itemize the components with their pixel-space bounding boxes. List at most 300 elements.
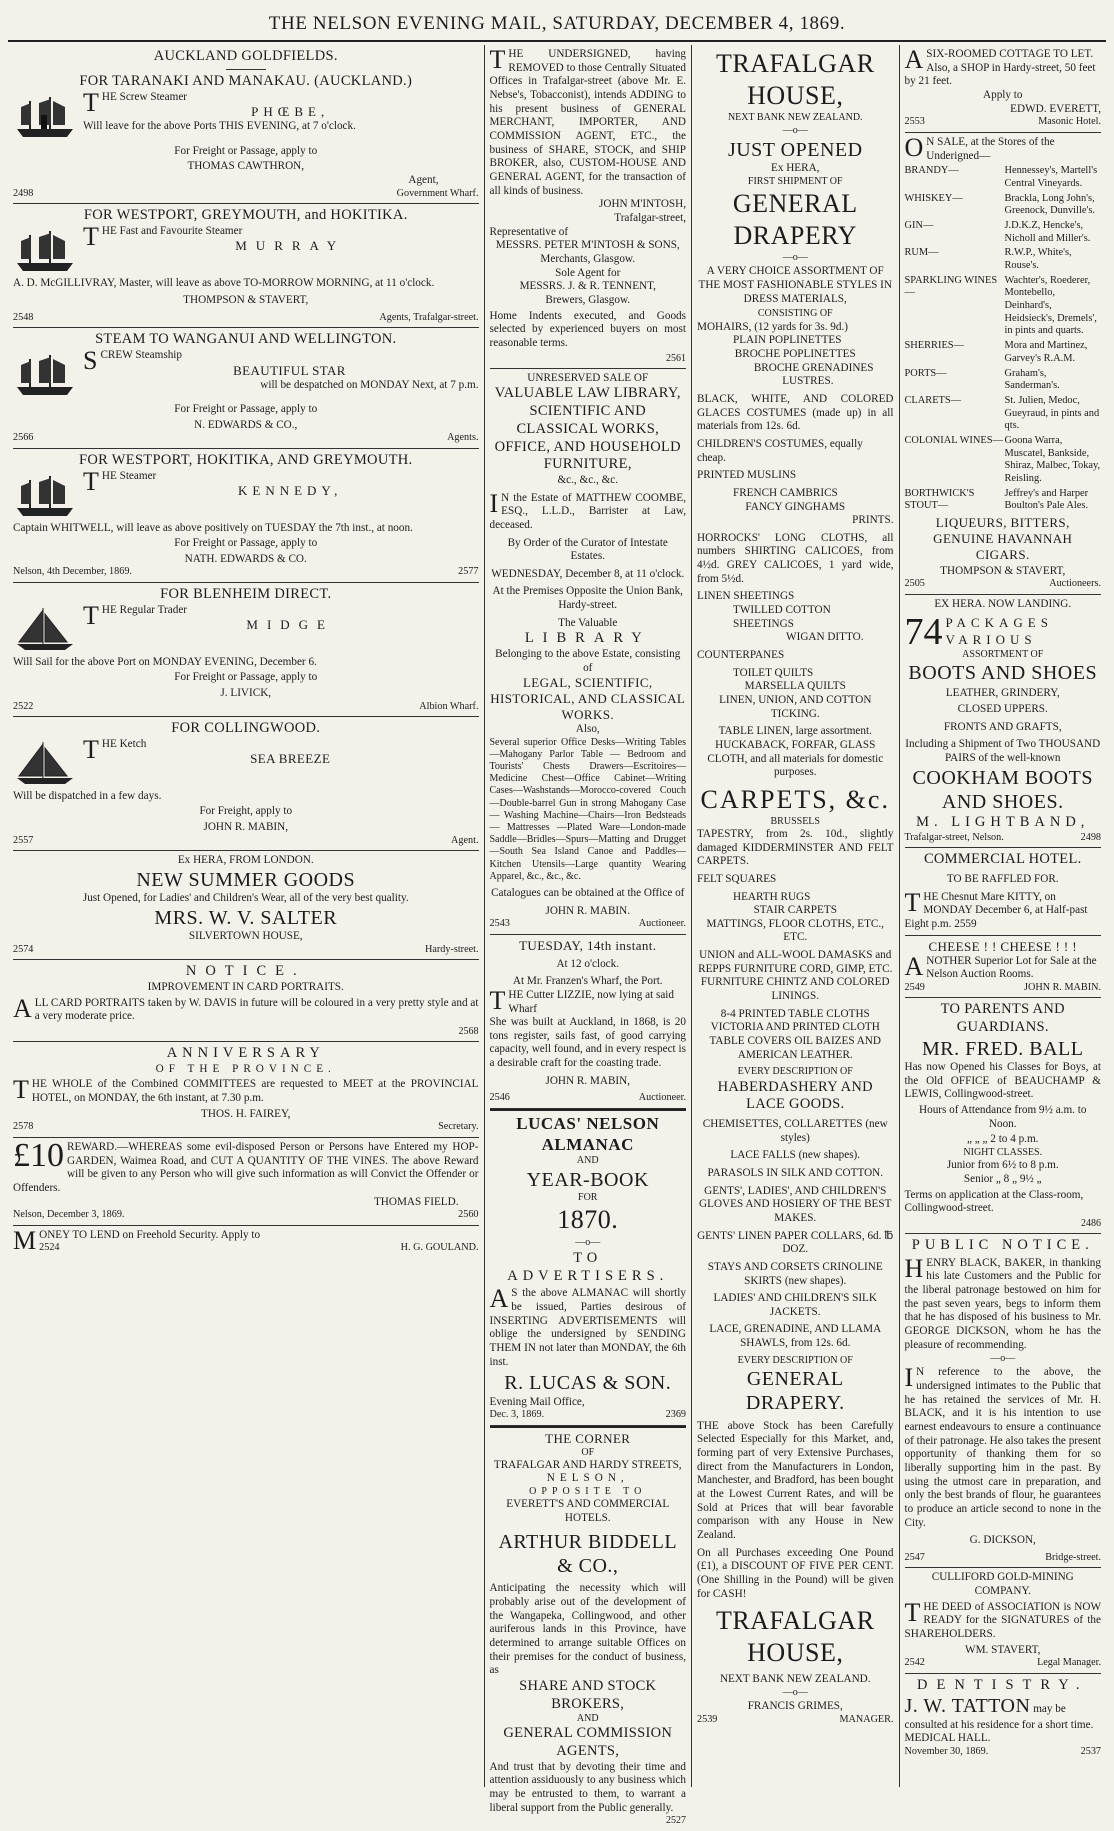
ad-onsale	[905, 133, 1102, 595]
ship-name: BEAUTIFUL STAR	[233, 362, 346, 378]
dropcap: A	[904, 45, 924, 75]
ad-date: Nelson, December 3, 1869.	[13, 1209, 125, 1221]
ad-body: Anticipating the necessity which will probably arise out of the development of the Wangapeka, Collingwood, and other auriferous lands in this Province, have determined to arrange suitable Offices on their premises for the conduct of business, as	[489, 1582, 686, 1677]
ad-line: HE Screw Steamer	[101, 90, 188, 103]
ad-line: LINEN SHEETINGS	[697, 590, 795, 603]
ad-number: 2524	[39, 1242, 60, 1254]
signatory-role: Auctioneer.	[638, 918, 686, 930]
divider: —o—	[782, 1687, 808, 1699]
ad-body: HE UNDERSIGNED, having REMOVED to those Centrally Situated Offices in Trafalgar-street (above Mr. E. Nebse's, Tobacconist), intends ADDING to his present business of GENERAL MERCHANT, IMPORTER, AND COMMISSION AGENT, ETC., the business of SHARE, STOCK, and SHIP BROKER, also, CUSTOM-HOUSE AND GENERAL AGENT, for the transaction of all kinds of business.	[489, 48, 686, 197]
ad-line: TWILLED COTTON SHEETINGS	[733, 604, 831, 630]
ad-body: N the Estate of MATTHEW COOMBE, ESQ., L.L.D., Barrister at Law, deceased.	[489, 491, 686, 531]
ad-line: PARASOLS IN SILK AND COTTON.	[707, 1166, 884, 1179]
ad-number: 2549	[904, 981, 925, 993]
ad-place: Albion Wharf.	[419, 700, 479, 712]
item-value: Jeffrey's and Harper Boulton's Pale Ales.	[1004, 487, 1089, 512]
ad-where: At Mr. Franzen's Wharf, the Port.	[512, 975, 663, 988]
ad-body: will be despatched on MONDAY Next, at 7 p.m.	[260, 378, 479, 391]
firm-name: THOMPSON & STAVERT,	[940, 564, 1066, 577]
shop-name: SILVERTOWN HOUSE,	[188, 930, 303, 943]
signatory: EDWD. EVERETT,	[1010, 102, 1101, 115]
ad-apply: For Freight, apply to	[199, 805, 293, 818]
item-value: Mora and Martinez, Garvey's R.A.M.	[1004, 340, 1088, 364]
ad-line: PLAIN POPLINETTES	[733, 334, 842, 347]
ad-line: PRINTED MUSLINS	[697, 469, 797, 482]
ad-title: CULLIFORD GOLD-MINING COMPANY.	[931, 1571, 1074, 1598]
ad-line: AND	[576, 1155, 599, 1167]
ad-line: LADIES' AND CHILDREN'S SILK JACKETS.	[713, 1292, 877, 1318]
ad-line: FRENCH CAMBRICS	[733, 486, 838, 499]
ad-heading: CARPETS, &c.	[700, 784, 890, 814]
ad-body: Several superior Office Desks—Writing Tables—Mahogany Parlor Table — Bedroom and Tourists' Chests Drawers—Escritoires—Medicine Chest—Office Cabinet—Writing Cases—Washstands—Morocco-covered Couch—Double-barrel Gun in strong Mahogany Case — Washing Machine—Chairs—Iron Bedsteads — Mattresses —Plated Ware—London-made Saddle—Bridles—Spurs—Matting and Drugget—South Sea Island Canoe and Paddles—Kitchen Utensils—Large quantity Wearing Apparel, &c., &c., &c.	[489, 736, 686, 882]
ad-body: THE above Stock has been Carefully Selected Especially for this Market, and, forming part of very Extensive Purchases, direct from the Manufacturers in London, Manchester, and Bradford, has been bought at the Lowest Current Rates, and will be Sold at Prices that will bear favorable comparison with any House in New Zealand.	[697, 1419, 894, 1541]
ad-collingwood	[13, 717, 479, 851]
ad-number: 2486	[1081, 1217, 1101, 1229]
item-kind: COLONIAL WINES—	[904, 434, 1003, 446]
dropcap: A	[13, 993, 32, 1023]
ad-line: LUSTRES.	[782, 375, 834, 388]
ad-line: CHILDREN'S COSTUMES, equally cheap.	[697, 437, 863, 464]
ad-line: „ „ „ 2 to 4 p.m.	[967, 1133, 1039, 1146]
item-value: Graham's, Sanderman's.	[1004, 367, 1060, 392]
ad-wanganui	[13, 328, 479, 448]
ad-heading: NEW SUMMER GOODS	[136, 868, 356, 891]
ad-line: Ex HERA,	[771, 162, 820, 175]
ad-auckland	[13, 45, 479, 204]
columns	[8, 45, 1106, 1827]
ad-title: STEAM TO WANGANUI AND WELLINGTON.	[95, 331, 397, 348]
ad-place: Bridge-street.	[1045, 1551, 1101, 1563]
dropcap: I	[489, 488, 499, 518]
ad-number: 2560	[458, 1209, 479, 1221]
column-4	[900, 45, 1107, 1787]
ad-body: Will leave for the above Ports THIS EVENING, at 7 o'clock.	[83, 120, 356, 133]
ad-line: BROCHE GRENADINES	[753, 361, 874, 374]
ad-line: PRINTS.	[852, 514, 894, 527]
ad-place: Trafalgar-street,	[614, 212, 686, 225]
steamship-icon	[13, 227, 77, 275]
steamship-icon	[13, 472, 77, 520]
ad-title: FOR BLENHEIM DIRECT.	[160, 585, 332, 602]
ad-line: Belonging to the above Estate, consisting of	[495, 648, 681, 674]
ad-body: On all Purchases exceeding One Pound (£1), a DISCOUNT OF FIVE PER CENT. (One Shilling in the Pound) will be given for CASH!	[697, 1546, 894, 1600]
ad-number: 2498	[1080, 832, 1101, 844]
dropcap: A	[904, 951, 924, 981]
ad-line: TABLE LINEN, large assortment. HUCKABACK, FORFAR, GLASS CLOTH, and all materials for domestic purposes.	[707, 725, 884, 779]
dropcap: I	[904, 1363, 914, 1393]
ad-subtitle: OF THE PROVINCE.	[155, 1062, 336, 1075]
ad-line: Senior „ 8 „ 9½ „	[963, 1172, 1042, 1185]
ad-place: Agents.	[447, 432, 479, 444]
ad-subtitle: IMPROVEMENT IN CARD PORTRAITS.	[147, 980, 344, 993]
ad-trafalgar-house	[697, 45, 894, 1729]
ad-title: LUCAS' NELSON ALMANAC	[516, 1113, 660, 1154]
ad-line: TOILET QUILTS	[733, 666, 814, 679]
ad-line: HE Ketch	[101, 737, 147, 750]
ad-line: FANCY GINGHAMS	[745, 500, 846, 513]
ad-line: By Order of the Curator of Intestate Estates.	[507, 536, 668, 563]
list-item	[905, 368, 1102, 393]
ad-apply: For Freight or Passage, apply to	[174, 144, 318, 157]
ad-westport	[13, 204, 479, 328]
list-item	[905, 435, 1102, 486]
agent-role: Agent,	[408, 173, 439, 186]
reward-amount: £10	[13, 1136, 64, 1174]
list-item	[905, 220, 1102, 245]
ad-number: 2566	[13, 432, 34, 444]
ad-title: TRAFALGAR HOUSE,	[715, 1606, 875, 1667]
ad-apply: Apply to	[983, 89, 1023, 102]
item-kind: SHERRIES—	[904, 340, 964, 352]
ad-reward	[13, 1138, 479, 1226]
ad-biddell	[490, 1426, 687, 1831]
masthead: THE NELSON EVENING MAIL, SATURDAY, DECEMBER 4, 1869.	[8, 6, 1106, 42]
ad-line: STAIR CARPETS	[753, 904, 837, 917]
ad-line: LEATHER, GRINDERY,	[945, 687, 1060, 700]
ad-number: 2553	[904, 116, 925, 128]
ad-place: Masonic Hotel.	[1038, 116, 1101, 128]
ad-body: LL CARD PORTRAITS taken by W. DAVIS in future will be coloured in a very pretty style and at a very moderate price.	[34, 996, 479, 1023]
divider: —o—	[782, 252, 808, 264]
ad-body: Will Sail for the above Port on MONDAY EVENING, December 6.	[13, 655, 317, 668]
firm-name: R. LUCAS & SON.	[504, 1372, 672, 1395]
ad-title: EVERETT'S AND COMMERCIAL HOTELS.	[506, 1498, 670, 1524]
ad-body: ONEY TO LEND on Freehold Security. Apply to	[39, 1228, 261, 1241]
dropcap: O	[904, 132, 924, 162]
divider	[226, 69, 266, 70]
ad-heading: PACKAGES VARIOUS	[945, 615, 1053, 648]
ad-line: LIQUEURS, BITTERS, GENUINE HAVANNAH CIGARS.	[933, 515, 1073, 562]
list-item	[905, 340, 1102, 365]
ad-line: TO BE RAFFLED FOR.	[946, 873, 1059, 886]
ad-line: Representative of	[489, 225, 569, 238]
ad-line: FIRST SHIPMENT OF	[747, 175, 843, 187]
ad-title: OFFICE, AND HOUSEHOLD FURNITURE,	[494, 438, 681, 473]
ad-apply: For Freight or Passage, apply to	[174, 403, 318, 416]
signatory: JOHN R. MABIN.	[1024, 981, 1101, 993]
ad-number: 2542	[904, 1657, 925, 1669]
signatory: H. G. GOULAND.	[400, 1242, 479, 1254]
list-item	[905, 247, 1102, 272]
sailing-ship-icon	[13, 606, 77, 654]
column-2	[485, 45, 693, 1827]
ad-line: UNION and ALL-WOOL DAMASKS and REPPS FURNITURE CORD, GIMP, ETC. FURNITURE CHINTZ AND COLORED LININGS.	[698, 949, 893, 1003]
ad-title: PUBLIC NOTICE.	[911, 1237, 1094, 1254]
ad-heading: COOKHAM BOOTS AND SHOES.	[912, 766, 1093, 813]
ad-title: NELSON,	[546, 1472, 629, 1485]
firm-place: Merchants, Glasgow.	[540, 253, 636, 266]
ad-title: TO PARENTS AND GUARDIANS.	[940, 1001, 1065, 1036]
dropcap: T	[904, 887, 921, 917]
ad-number: 2547	[904, 1551, 925, 1563]
agent-name: N. EDWARDS & CO.,	[194, 418, 298, 431]
ad-title: SCIENTIFIC AND CLASSICAL WORKS,	[516, 403, 660, 437]
ad-line: NIGHT CLASSES.	[963, 1147, 1043, 1159]
signatory-role: Secretary.	[438, 1121, 479, 1133]
ad-title: YEAR-BOOK	[526, 1168, 649, 1191]
ad-apply: For Freight or Passage, apply to	[174, 537, 318, 550]
item-kind: BORTHWICK'S STOUT—	[904, 487, 975, 512]
ad-line: LINEN, UNION, AND COTTON TICKING.	[719, 694, 872, 720]
ad-heading: GENERAL DRAPERY.	[745, 1367, 845, 1415]
ad-number: 2568	[458, 1025, 479, 1037]
shop-owner: MRS. W. V. SALTER	[154, 906, 338, 929]
ad-number: 2578	[13, 1121, 34, 1133]
ad-line: BROCHE POPLINETTES	[734, 347, 856, 360]
signatory: WM. STAVERT,	[965, 1643, 1041, 1656]
dropcap: T	[83, 466, 99, 496]
signatory-role: Auctioneer.	[638, 1092, 686, 1104]
ad-date: Nelson, 4th December, 1869.	[13, 566, 132, 578]
ad-body: HE DEED of ASSOCIATION is NOW READY for the SIGNATURES of the SHAREHOLDERS.	[904, 1600, 1101, 1640]
ad-line: STAYS AND CORSETS CRINOLINE SKIRTS (new shapes).	[707, 1260, 883, 1287]
ad-line: OF	[581, 1446, 595, 1458]
signatory: G. DICKSON,	[969, 1534, 1036, 1547]
ad-line: WIGAN DITTO.	[786, 631, 864, 644]
dropcap: T	[83, 734, 99, 764]
ad-blenheim	[13, 583, 479, 717]
ad-line: EVERY DESCRIPTION OF	[737, 1354, 853, 1366]
ad-title: ANNIVERSARY	[166, 1045, 325, 1062]
ad-title: CHEESE ! ! CHEESE ! ! !	[928, 938, 1078, 954]
ad-line: CHEMISETTES, COLLARETTES (new styles)	[702, 1117, 888, 1144]
ad-line: TAPESTRY, from 2s. 10d., slightly damaged KIDDERMINSTER AND FELT CARPETS.	[697, 827, 894, 868]
ad-place: Agent.	[451, 834, 479, 846]
item-kind: BRANDY—	[904, 165, 959, 177]
ad-line: Junior from 6½ to 8 p.m.	[946, 1159, 1059, 1172]
sailing-ship-icon	[13, 740, 77, 788]
ship-name: MURRAY	[235, 238, 346, 254]
steamship-icon	[13, 351, 77, 399]
dropcap: T	[13, 1075, 29, 1105]
signatory: THOMAS FIELD.	[373, 1195, 459, 1208]
ad-line: Terms on application at the Class-room, Collingwood-street.	[904, 1188, 1084, 1215]
ad-hotel	[905, 848, 1102, 935]
firm-name: ARTHUR BIDDELL & CO.,	[498, 1530, 678, 1577]
list-item	[905, 395, 1102, 433]
ad-line: HE Steamer	[101, 469, 157, 482]
ad-line: COUNTERPANES	[697, 649, 785, 662]
ad-line: MOHAIRS, (12 yards for 3s. 9d.)	[697, 320, 849, 333]
ad-footer: Home Indents executed, and Goods selected by experienced buyers on most reasonable terms.	[489, 309, 686, 349]
ad-line: HE Fast and Favourite Steamer	[101, 224, 243, 237]
dropcap: T	[83, 87, 99, 117]
ad-number: 2369	[665, 1409, 686, 1421]
item-kind: PORTS—	[904, 367, 947, 379]
ad-body: And trust that by devoting their time and attention assiduously to any business which may be entrusted to them, to warrant a liberal support from the Public generally.	[489, 1760, 686, 1814]
firm-name: MESSRS. J. & R. TENNENT,	[519, 280, 656, 293]
ad-body: REWARD.—WHEREAS some evil-disposed Person or Persons have Entered my HOP-GARDEN, Waimea Road, and CUT A QUANTITY OF THE VINES. The above Reward will be given to any Person who will give such information as will Convict the Offender or Offenders.	[13, 1140, 479, 1194]
ad-line: HORROCKS' LONG CLOTHS, all numbers SHIRTING CALICOES, from 4½d. GREY CALICOES, 1 yard wide, from 5½d.	[697, 531, 894, 585]
ad-line: GENTS', LADIES', AND CHILDREN'S GLOVES AND HOSIERY OF THE BEST MAKES.	[699, 1184, 892, 1224]
dropcap: T	[83, 600, 99, 630]
item-kind: SPARKLING WINES—	[904, 274, 998, 299]
ad-title: NOTICE.	[185, 963, 306, 980]
ad-body: Just Opened, for Ladies' and Children's Wear, all of the very best quality.	[82, 892, 409, 905]
almanac-year: 1870.	[557, 1205, 619, 1235]
ad-title: FOR WESTPORT, GREYMOUTH, and HOKITIKA.	[83, 206, 408, 223]
ad-subtitle: FOR TARANAKI AND MANAKAU. (AUCKLAND.)	[79, 72, 413, 89]
ad-dentistry	[905, 1674, 1102, 1762]
agent-name: THOMPSON & STAVERT,	[183, 294, 309, 307]
ad-body: HE Cutter LIZZIE, now lying at said Wharf	[508, 988, 674, 1015]
dropcap: T	[83, 221, 99, 251]
ad-line: Catalogues can be obtained at the Office of	[491, 886, 685, 899]
ad-boots	[905, 595, 1102, 849]
ad-line: OPPOSITE TO	[529, 1486, 647, 1497]
ad-line: HE Regular Trader	[101, 603, 188, 616]
ad-body: N SALE, at the Stores of the Underigned—	[926, 135, 1055, 162]
ad-heading: BOOTS AND SHOES	[908, 661, 1098, 684]
ad-body: Captain WHITWELL, will leave as above positively on TUESDAY the 7th inst., at noon.	[13, 521, 413, 534]
ad-number: 2574	[13, 943, 34, 955]
ad-line: Hours of Attendance from 9½ a.m. to Noon.	[919, 1104, 1087, 1130]
ad-number: 2543	[489, 918, 510, 930]
ad-body: SIX-ROOMED COTTAGE TO LET. Also, a SHOP in Hardy-street, 50 feet by 21 feet.	[904, 48, 1096, 88]
ad-line: HEARTH RUGS	[733, 890, 811, 903]
item-value: J.D.K.Z, Hencke's, Nicholl and Miller's.	[1004, 219, 1091, 244]
signatory-role: MANAGER.	[839, 1714, 894, 1726]
dentist-name: J. W. TATTON	[904, 1695, 1031, 1718]
dropcap: T	[489, 985, 506, 1015]
ad-line: CLOSED UPPERS.	[957, 702, 1048, 715]
ad-place: Government Wharf.	[396, 187, 479, 199]
ad-line: FRONTS AND GRAFTS,	[943, 720, 1062, 733]
column-1	[8, 45, 485, 1787]
agent-name: J. LIVICK,	[220, 686, 272, 699]
dropcap: S	[83, 346, 98, 376]
ad-line: A VERY CHOICE ASSORTMENT OF THE MOST FASHIONABLE STYLES IN DRESS MATERIALS,	[698, 265, 892, 305]
ad-number: 2548	[13, 311, 34, 323]
ship-name: MIDGE	[246, 617, 334, 633]
ad-notice	[13, 960, 479, 1042]
list-item	[905, 488, 1102, 513]
dropcap: M	[13, 1225, 37, 1255]
ad-line: AND	[576, 1713, 599, 1725]
ad-almanac	[490, 1109, 687, 1426]
teacher-name: MR. FRED. BALL	[922, 1037, 1084, 1060]
ad-number: 2505	[904, 578, 925, 590]
ad-line: NEXT BANK NEW ZEALAND.	[727, 111, 863, 123]
agent-name: NATH. EDWARDS & CO.	[184, 552, 307, 565]
ad-salter	[13, 851, 479, 960]
item-value: St. Julien, Medoc, Gueyraud, in pints and qts.	[1004, 394, 1100, 432]
ad-place: Hardy-street.	[425, 943, 479, 955]
ad-number: 2527	[666, 1815, 686, 1827]
dropcap: A	[489, 1284, 509, 1314]
ad-hokitika	[13, 449, 479, 583]
ad-title: THE CORNER	[545, 1430, 631, 1446]
ad-number: 2577	[458, 566, 479, 578]
ad-line: Sole Agent for	[555, 266, 621, 279]
ad-money	[13, 1226, 479, 1258]
item-kind: CLARETS—	[904, 394, 962, 406]
ad-number: 2557	[13, 834, 34, 846]
ad-title: AUCKLAND GOLDFIELDS.	[153, 48, 338, 65]
ad-body: Will be dispatched in a few days.	[13, 789, 162, 802]
ad-title: VALUABLE LAW LIBRARY,	[494, 385, 681, 402]
ad-number: 2559	[954, 918, 977, 931]
ad-lizzie	[490, 935, 687, 1109]
ad-body: Has now Opened his Classes for Boys, at the Old OFFICE of BEAUCHAMP & LEWIS, Collingwood-street.	[904, 1061, 1101, 1101]
column-3	[692, 45, 900, 1787]
ad-line: EVERY DESCRIPTION OF	[737, 1066, 853, 1078]
agent-name: THOMAS CAWTHRON,	[187, 160, 305, 173]
dropcap: H	[904, 1253, 924, 1283]
ad-when: TUESDAY, 14th instant.	[519, 937, 657, 953]
ad-date: Dec. 3, 1869.	[489, 1409, 545, 1421]
ad-title: FOR WESTPORT, HOKITIKA, AND GREYMOUTH.	[79, 451, 413, 468]
item-value: Goona Warra, Muscatel, Bankside, Shiraz, Malbec, Tokay, Reisling.	[1004, 434, 1101, 485]
ad-number: 2522	[13, 700, 34, 712]
divider: —o—	[782, 124, 808, 136]
dropcap: T	[904, 1597, 921, 1627]
ad-line: Also,	[575, 723, 600, 736]
ad-line: MARSELLA QUILTS	[744, 680, 846, 693]
ad-body: A. D. McGILLIVRAY, Master, will leave as above TO-MORROW MORNING, at 11 o'clock.	[13, 276, 435, 289]
signatory: JOHN R. MABIN.	[545, 904, 631, 917]
firm-name: M. LIGHTBAND,	[916, 814, 1090, 831]
ad-body: She was built at Auckland, in 1868, is 20 tons register, sails fast, of good carrying capacity, well found, and in every respect is a desirable craft for the coasting trade.	[489, 1016, 686, 1070]
ad-place: Agents, Trafalgar-street.	[379, 311, 479, 323]
ad-mintosh	[490, 45, 687, 369]
signatory: JOHN R. MABIN,	[545, 1074, 631, 1087]
ad-line: CREW Steamship	[100, 349, 182, 362]
ad-title: DENTISTRY.	[916, 1676, 1089, 1693]
ad-body: N reference to the above, the undersigned intimates to the Public that he has retained the services of Mr. H. BLACK, and it is his intention to use earnest endeavours to ensure a continuance of their patronage. He also takes the present opportunity of thanking them for so liberally supporting him in the past. By using the utmost care in preparation, and only the best brands of flour, he guarantees to produce an article second to none in the City.	[904, 1366, 1101, 1529]
ad-number: 2546	[489, 1092, 510, 1104]
ad-body: HE WHOLE of the Combined COMMITTEES are requested to MEET at the PROVINCIAL HOTEL, on MONDAY, the 6th instant, at 7.30 p.m.	[31, 1078, 479, 1105]
signatory: JOHN M'INTOSH,	[599, 198, 686, 211]
ad-body: S the above ALMANAC will shortly be issued, Parties desirous of INSERTING ADVERTISEMENTS will oblige the undersigned by SENDING THEM IN not later than MONDAY, the 6th inst.	[489, 1287, 686, 1368]
item-value: Hennessey's, Martell's Central Vineyards.	[1004, 165, 1098, 189]
package-count: 74	[904, 611, 943, 654]
ad-mining	[905, 1568, 1102, 1673]
ad-when: WEDNESDAY, December 8, at 11 o'clock.	[491, 567, 685, 580]
ad-number: 2498	[13, 187, 34, 199]
ad-line: NEXT BANK NEW ZEALAND.	[719, 1672, 871, 1685]
steamship-icon	[13, 93, 77, 141]
ad-public-notice	[905, 1234, 1102, 1568]
ad-body: may be consulted at his residence for a short time. MEDICAL HALL.	[904, 1703, 1094, 1745]
ad-body: HE Chesnut Mare KITTY, on MONDAY December 6, at Half-past Eight p.m.	[904, 890, 1088, 931]
list-item	[905, 193, 1102, 218]
signatory: THOS. H. FAIREY,	[201, 1107, 291, 1120]
ad-title: TRAFALGAR HOUSE,	[715, 49, 875, 110]
ad-heading: TO ADVERTISERS.	[507, 1249, 669, 1284]
ad-number: 2539	[697, 1714, 718, 1726]
ad-body: NOTHER Superior Lot for Sale at the Nelson Auction Rooms.	[926, 954, 1097, 981]
item-kind: GIN—	[904, 219, 934, 231]
item-value: Wachter's, Roederer, Montebello, Deinhard's, Heidsieck's, Dremels', in pints and quarts.	[1004, 274, 1097, 337]
item-value: Brackla, Long John's, Greenock, Dunville's.	[1004, 192, 1095, 217]
divider: —o—	[990, 1353, 1016, 1365]
ad-line: BRUSSELS	[770, 815, 820, 827]
ad-line: Including a Shipment of Two THOUSAND PAIRS of the well-known	[905, 738, 1101, 764]
ship-name: PHŒBE,	[251, 104, 330, 120]
firm-place: Brewers, Glasgow.	[545, 293, 631, 306]
ad-line: ASSORTMENT OF	[962, 648, 1044, 660]
ad-line: MATTINGS, FLOOR CLOTHS, ETC., ETC.	[706, 917, 884, 944]
ad-number: 2537	[1080, 1746, 1101, 1758]
ad-line: 8-4 PRINTED TABLE CLOTHS VICTORIA AND PRINTED CLOTH TABLE COVERS OIL BAIZES AND AMERICAN LEATHER.	[709, 1007, 881, 1061]
signatory-role: Legal Manager.	[1037, 1657, 1101, 1669]
agent-name: JOHN R. MABIN,	[203, 821, 289, 834]
ad-heading: JUST OPENED	[727, 138, 863, 161]
ad-body: ENRY BLACK, BAKER, in thanking his late Customers and the Public for the liberal patronage bestowed on him for the past seven years, begs to inform them that he has disposed of his business to Mr. GEORGE DICKSON, whom he has the pleasure of recommending.	[904, 1256, 1101, 1351]
ad-cottage	[905, 45, 1102, 133]
ship-name: KENNEDY,	[237, 483, 343, 499]
